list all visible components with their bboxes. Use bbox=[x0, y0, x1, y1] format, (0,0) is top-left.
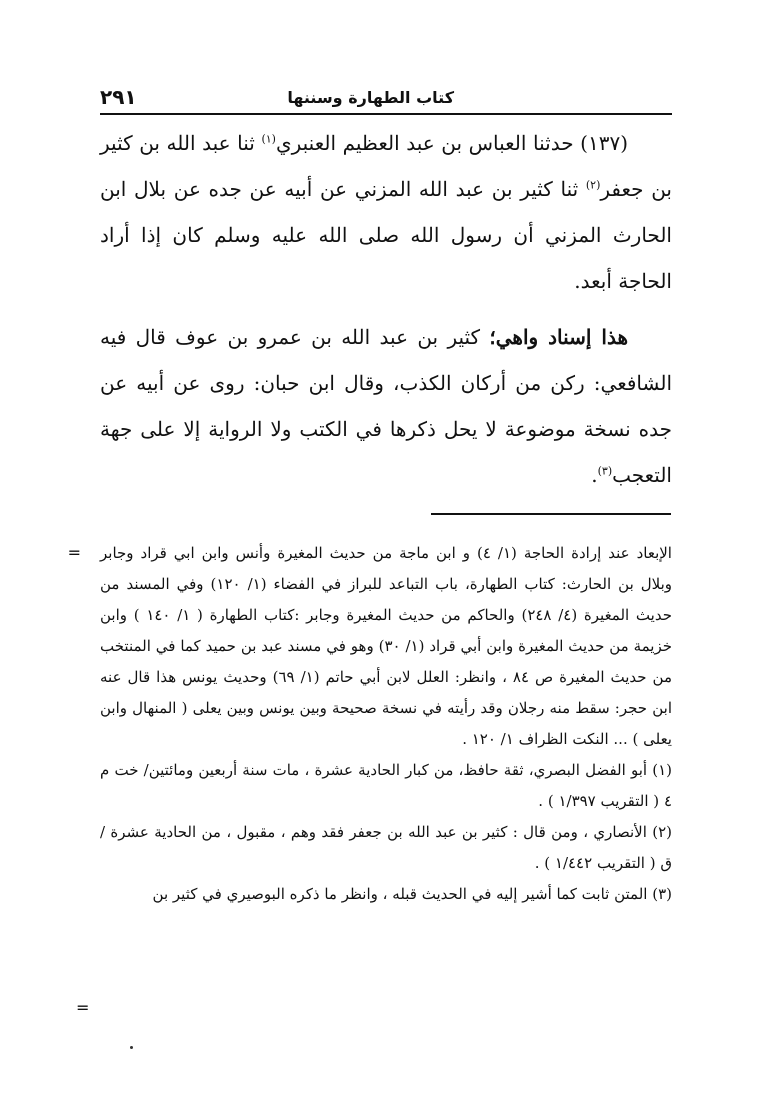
footnote-ref-1: (١) bbox=[261, 132, 276, 146]
footnote-separator bbox=[431, 513, 671, 515]
footnote-ref-3: (٣) bbox=[597, 464, 613, 478]
footnote-ref-2: (٢) bbox=[585, 178, 601, 192]
main-text bbox=[100, 120, 672, 498]
chapter-title: كتاب الطهارة وسننها bbox=[287, 88, 454, 107]
footnote-3: (٣) المتن ثابت كما أشير إليه في الحديث قبله ، وانظر ما ذكره البوصيري في كثير بن bbox=[152, 885, 672, 903]
footnote-continuation: الإبعاد عند إرادة الحاجة (١/ ٤) و ابن ماجة من حديث المغيرة وأنس وابن ابي قراد وجابر وبلال بن الحارث: كتاب الطهارة، باب التباعد للبراز في الفضاء (١/ ١٢٠) وفي المسند من حديث المغيرة (٤/ ٢٤٨) والحاكم من حديث المغيرة وجابر :كتاب الطهارة ( ١/ ١٤٠ ) وابن خزيمة من حديث المغيرة وابن أبي قراد (١/ ٣٠) وهو في مسند عبد بن حميد كما في المنتخب من حديث المغيرة ص ٨٤ ، وانظر: العلل لابن أبي حاتم (١/ ٦٩) وحديث يونس هذا قال عنه ابن حجر: سقط منه رجلان وقد رأيته في نسخة صحيحة وبين يونس وبين يعلى ( المنهال وابن يعلى ) ... النكت الظراف ١/ ١٢٠ . bbox=[100, 544, 673, 748]
grading-paragraph: هذا إسناد واهي؛ كثير بن عبد الله بن عمرو بن عوف قال فيه الشافعي: ركن من أركان الكذب، وقال ابن حبان: روى عن أبيه عن جده نسخة موضوعة لا يحل ذكرها في الكتب ولا الرواية إلا على جهة التعجب$^{(٣)}$. bbox=[100, 325, 672, 487]
continuation-mark: = bbox=[67, 543, 81, 562]
continues-mark: = bbox=[76, 998, 90, 1017]
page-dot bbox=[130, 1046, 133, 1049]
footnotes bbox=[100, 538, 672, 910]
hadith-number: (١٣٧) bbox=[580, 131, 629, 155]
header-rule bbox=[100, 113, 672, 115]
running-header bbox=[100, 86, 672, 112]
hadith-paragraph: (١٣٧) حدثنا العباس بن عبد العظيم العنبري$^{(١)}$ ثنا عبد الله بن كثير بن جعفر$^{(٢)}$ ثنا كثير بن عبد الله المزني عن أبيه عن جده عن بلال ابن الحارث المزني أن رسول الله صلى الله عليه وسلم كان إذا أراد الحاجة أبعد. bbox=[100, 131, 673, 293]
footnote-1: (١) أبو الفضل البصري، ثقة حافظ، من كبار الحادية عشرة ، مات سنة أربعين ومائتين/ خت م ٤ ( التقريب ١/٣٩٧ ) . bbox=[100, 761, 672, 810]
grading-lead: هذا إسناد واهي؛ bbox=[489, 325, 629, 349]
page-number: ٢٩١ bbox=[100, 85, 137, 109]
footnote-2: (٢) الأنصاري ، ومن قال : كثير بن عبد الله بن جعفر فقد وهم ، مقبول ، من الحادية عشرة / ق ( التقريب ١/٤٤٢ ) . bbox=[100, 823, 672, 872]
